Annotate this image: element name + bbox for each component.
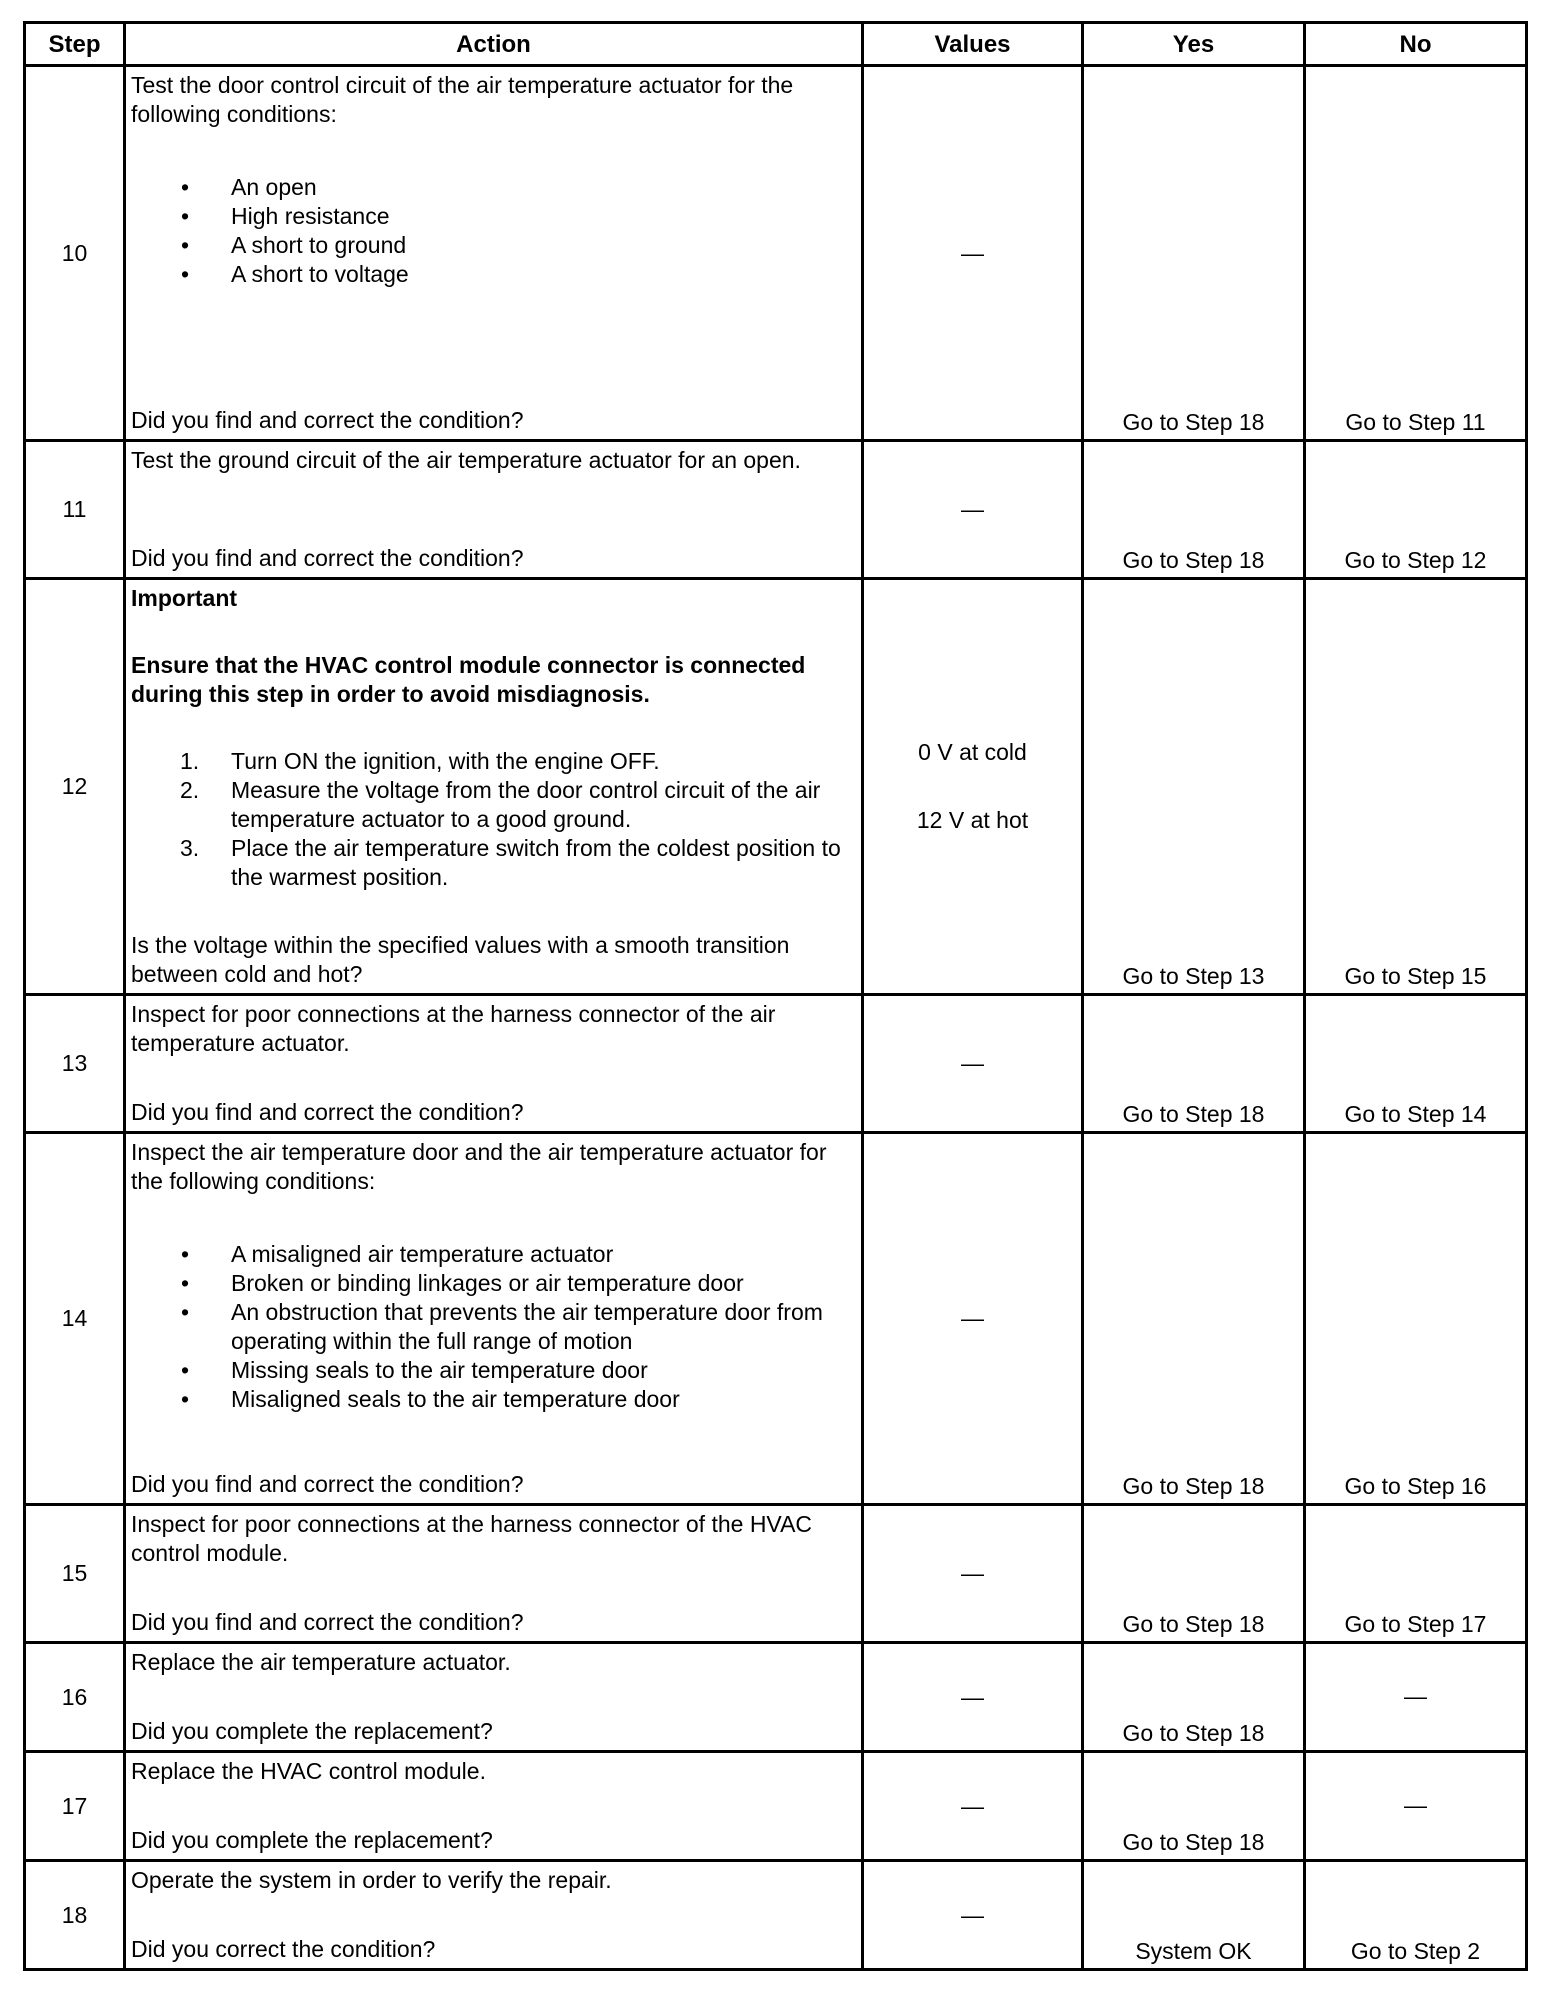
step-number: 17	[25, 1752, 125, 1861]
no-cell	[1305, 441, 1527, 579]
list-item: • High resistance	[131, 202, 853, 231]
table-row	[25, 66, 1527, 441]
table-row	[25, 441, 1527, 579]
action-question: Did you complete the replacement?	[131, 1718, 493, 1744]
yes-cell	[1083, 1752, 1305, 1861]
action-cell	[125, 579, 863, 995]
list-item: • An open	[131, 173, 853, 202]
list-number: 2.	[180, 777, 200, 803]
list-item: • An obstruction that prevents the air temperature door from operating within the full range of motion	[131, 1298, 853, 1356]
table-row	[25, 579, 1527, 995]
list-item: • A misaligned air temperature actuator	[131, 1240, 853, 1269]
values-cell: —	[863, 995, 1083, 1133]
yes-result: System OK	[1135, 1938, 1252, 1964]
action-intro: Test the ground circuit of the air temperature actuator for an open.	[131, 447, 801, 473]
action-intro: Test the door control circuit of the air temperature actuator for the following conditions:	[131, 72, 794, 127]
list-text: Turn ON the ignition, with the engine OFF.	[231, 748, 660, 774]
no-cell	[1305, 1861, 1527, 1970]
no-result: Go to Step 15	[1344, 963, 1487, 989]
step-number: 10	[25, 66, 125, 441]
list-item: • Misaligned seals to the air temperature door	[131, 1385, 853, 1414]
no-result: Go to Step 16	[1344, 1473, 1487, 1499]
step-number: 18	[25, 1861, 125, 1970]
value-cold: 0 V at cold	[918, 739, 1027, 765]
yes-cell	[1083, 579, 1305, 995]
no-cell	[1305, 1643, 1527, 1752]
step-number: 16	[25, 1643, 125, 1752]
values-cell: —	[863, 1861, 1083, 1970]
values-cell: —	[863, 66, 1083, 441]
yes-result: Go to Step 18	[1122, 1473, 1265, 1499]
list-item	[131, 776, 853, 834]
step-number: 13	[25, 995, 125, 1133]
values-cell: —	[863, 441, 1083, 579]
values-cell	[863, 579, 1083, 995]
action-question: Did you correct the condition?	[131, 1936, 436, 1962]
action-intro: Replace the HVAC control module.	[131, 1758, 486, 1784]
yes-result: Go to Step 18	[1122, 409, 1265, 435]
no-result: Go to Step 14	[1344, 1101, 1487, 1127]
table-row	[25, 995, 1527, 1133]
action-question: Did you find and correct the condition?	[131, 1471, 524, 1497]
action-cell	[125, 1752, 863, 1861]
important-label: Important	[131, 585, 238, 611]
yes-cell	[1083, 441, 1305, 579]
table-row	[25, 1861, 1527, 1970]
action-cell	[125, 441, 863, 579]
header-values: Values	[863, 23, 1083, 66]
no-cell	[1305, 1752, 1527, 1861]
table-row	[25, 1505, 1527, 1643]
action-cell	[125, 1643, 863, 1752]
values-cell: —	[863, 1643, 1083, 1752]
list-number: 3.	[180, 835, 200, 861]
list-item: • A short to voltage	[131, 260, 853, 289]
values-cell: —	[863, 1133, 1083, 1505]
yes-cell	[1083, 1643, 1305, 1752]
action-question: Did you find and correct the condition?	[131, 1609, 524, 1635]
action-intro: Operate the system in order to verify the repair.	[131, 1867, 612, 1893]
condition-list	[131, 1240, 853, 1414]
action-intro: Inspect the air temperature door and the air temperature actuator for the following conditions:	[131, 1139, 827, 1194]
action-intro: Inspect for poor connections at the harness connector of the air temperature actuator.	[131, 1001, 776, 1056]
action-question: Is the voltage within the specified values with a smooth transition between cold and hot?	[131, 932, 790, 987]
table-row	[25, 1133, 1527, 1505]
yes-cell	[1083, 1133, 1305, 1505]
no-result: —	[1404, 1682, 1427, 1709]
condition-list	[131, 173, 853, 289]
procedure-list	[131, 747, 853, 892]
action-cell	[125, 1505, 863, 1643]
step-number: 11	[25, 441, 125, 579]
yes-result: Go to Step 13	[1122, 963, 1265, 989]
no-result: Go to Step 2	[1350, 1938, 1481, 1964]
step-number: 14	[25, 1133, 125, 1505]
action-question: Did you find and correct the condition?	[131, 1099, 524, 1125]
no-cell	[1305, 579, 1527, 995]
yes-result: Go to Step 18	[1122, 1829, 1265, 1855]
action-intro: Inspect for poor connections at the harness connector of the HVAC control module.	[131, 1511, 813, 1566]
yes-cell	[1083, 1861, 1305, 1970]
action-question: Did you complete the replacement?	[131, 1827, 493, 1853]
action-question: Did you find and correct the condition?	[131, 407, 524, 433]
header-yes: Yes	[1083, 23, 1305, 66]
yes-result: Go to Step 18	[1122, 1720, 1265, 1746]
yes-cell	[1083, 66, 1305, 441]
list-item	[131, 747, 853, 776]
no-result: Go to Step 11	[1345, 409, 1486, 435]
no-result: Go to Step 12	[1344, 547, 1487, 573]
value-hot: 12 V at hot	[916, 807, 1029, 833]
values-cell: —	[863, 1505, 1083, 1643]
yes-result: Go to Step 18	[1122, 547, 1265, 573]
no-result: —	[1404, 1791, 1427, 1818]
action-cell	[125, 1861, 863, 1970]
values-cell: —	[863, 1752, 1083, 1861]
no-cell	[1305, 1133, 1527, 1505]
action-question: Did you find and correct the condition?	[131, 545, 524, 571]
list-item	[131, 834, 853, 892]
no-result: Go to Step 17	[1344, 1611, 1487, 1637]
table-row	[25, 1643, 1527, 1752]
diagnostic-table	[23, 21, 1528, 1971]
yes-cell	[1083, 1505, 1305, 1643]
header-no: No	[1305, 23, 1527, 66]
yes-result: Go to Step 18	[1122, 1101, 1265, 1127]
action-intro: Replace the air temperature actuator.	[131, 1649, 511, 1675]
list-item: • A short to ground	[131, 231, 853, 260]
list-text: Place the air temperature switch from the coldest position to the warmest position.	[231, 835, 841, 890]
yes-cell	[1083, 995, 1305, 1133]
header-action: Action	[125, 23, 863, 66]
list-number: 1.	[180, 748, 200, 774]
table-row	[25, 1752, 1527, 1861]
list-item: • Broken or binding linkages or air temperature door	[131, 1269, 853, 1298]
list-item: • Missing seals to the air temperature door	[131, 1356, 853, 1385]
step-number: 12	[25, 579, 125, 995]
yes-result: Go to Step 18	[1122, 1611, 1265, 1637]
no-cell	[1305, 995, 1527, 1133]
action-cell	[125, 1133, 863, 1505]
no-cell	[1305, 66, 1527, 441]
header-row	[25, 23, 1527, 66]
action-cell	[125, 995, 863, 1133]
important-note: Ensure that the HVAC control module connector is connected during this step in order to avoid misdiagnosis.	[131, 652, 806, 707]
header-step: Step	[25, 23, 125, 66]
step-number: 15	[25, 1505, 125, 1643]
no-cell	[1305, 1505, 1527, 1643]
action-cell	[125, 66, 863, 441]
list-text: Measure the voltage from the door control circuit of the air temperature actuator to a good ground.	[231, 777, 821, 832]
